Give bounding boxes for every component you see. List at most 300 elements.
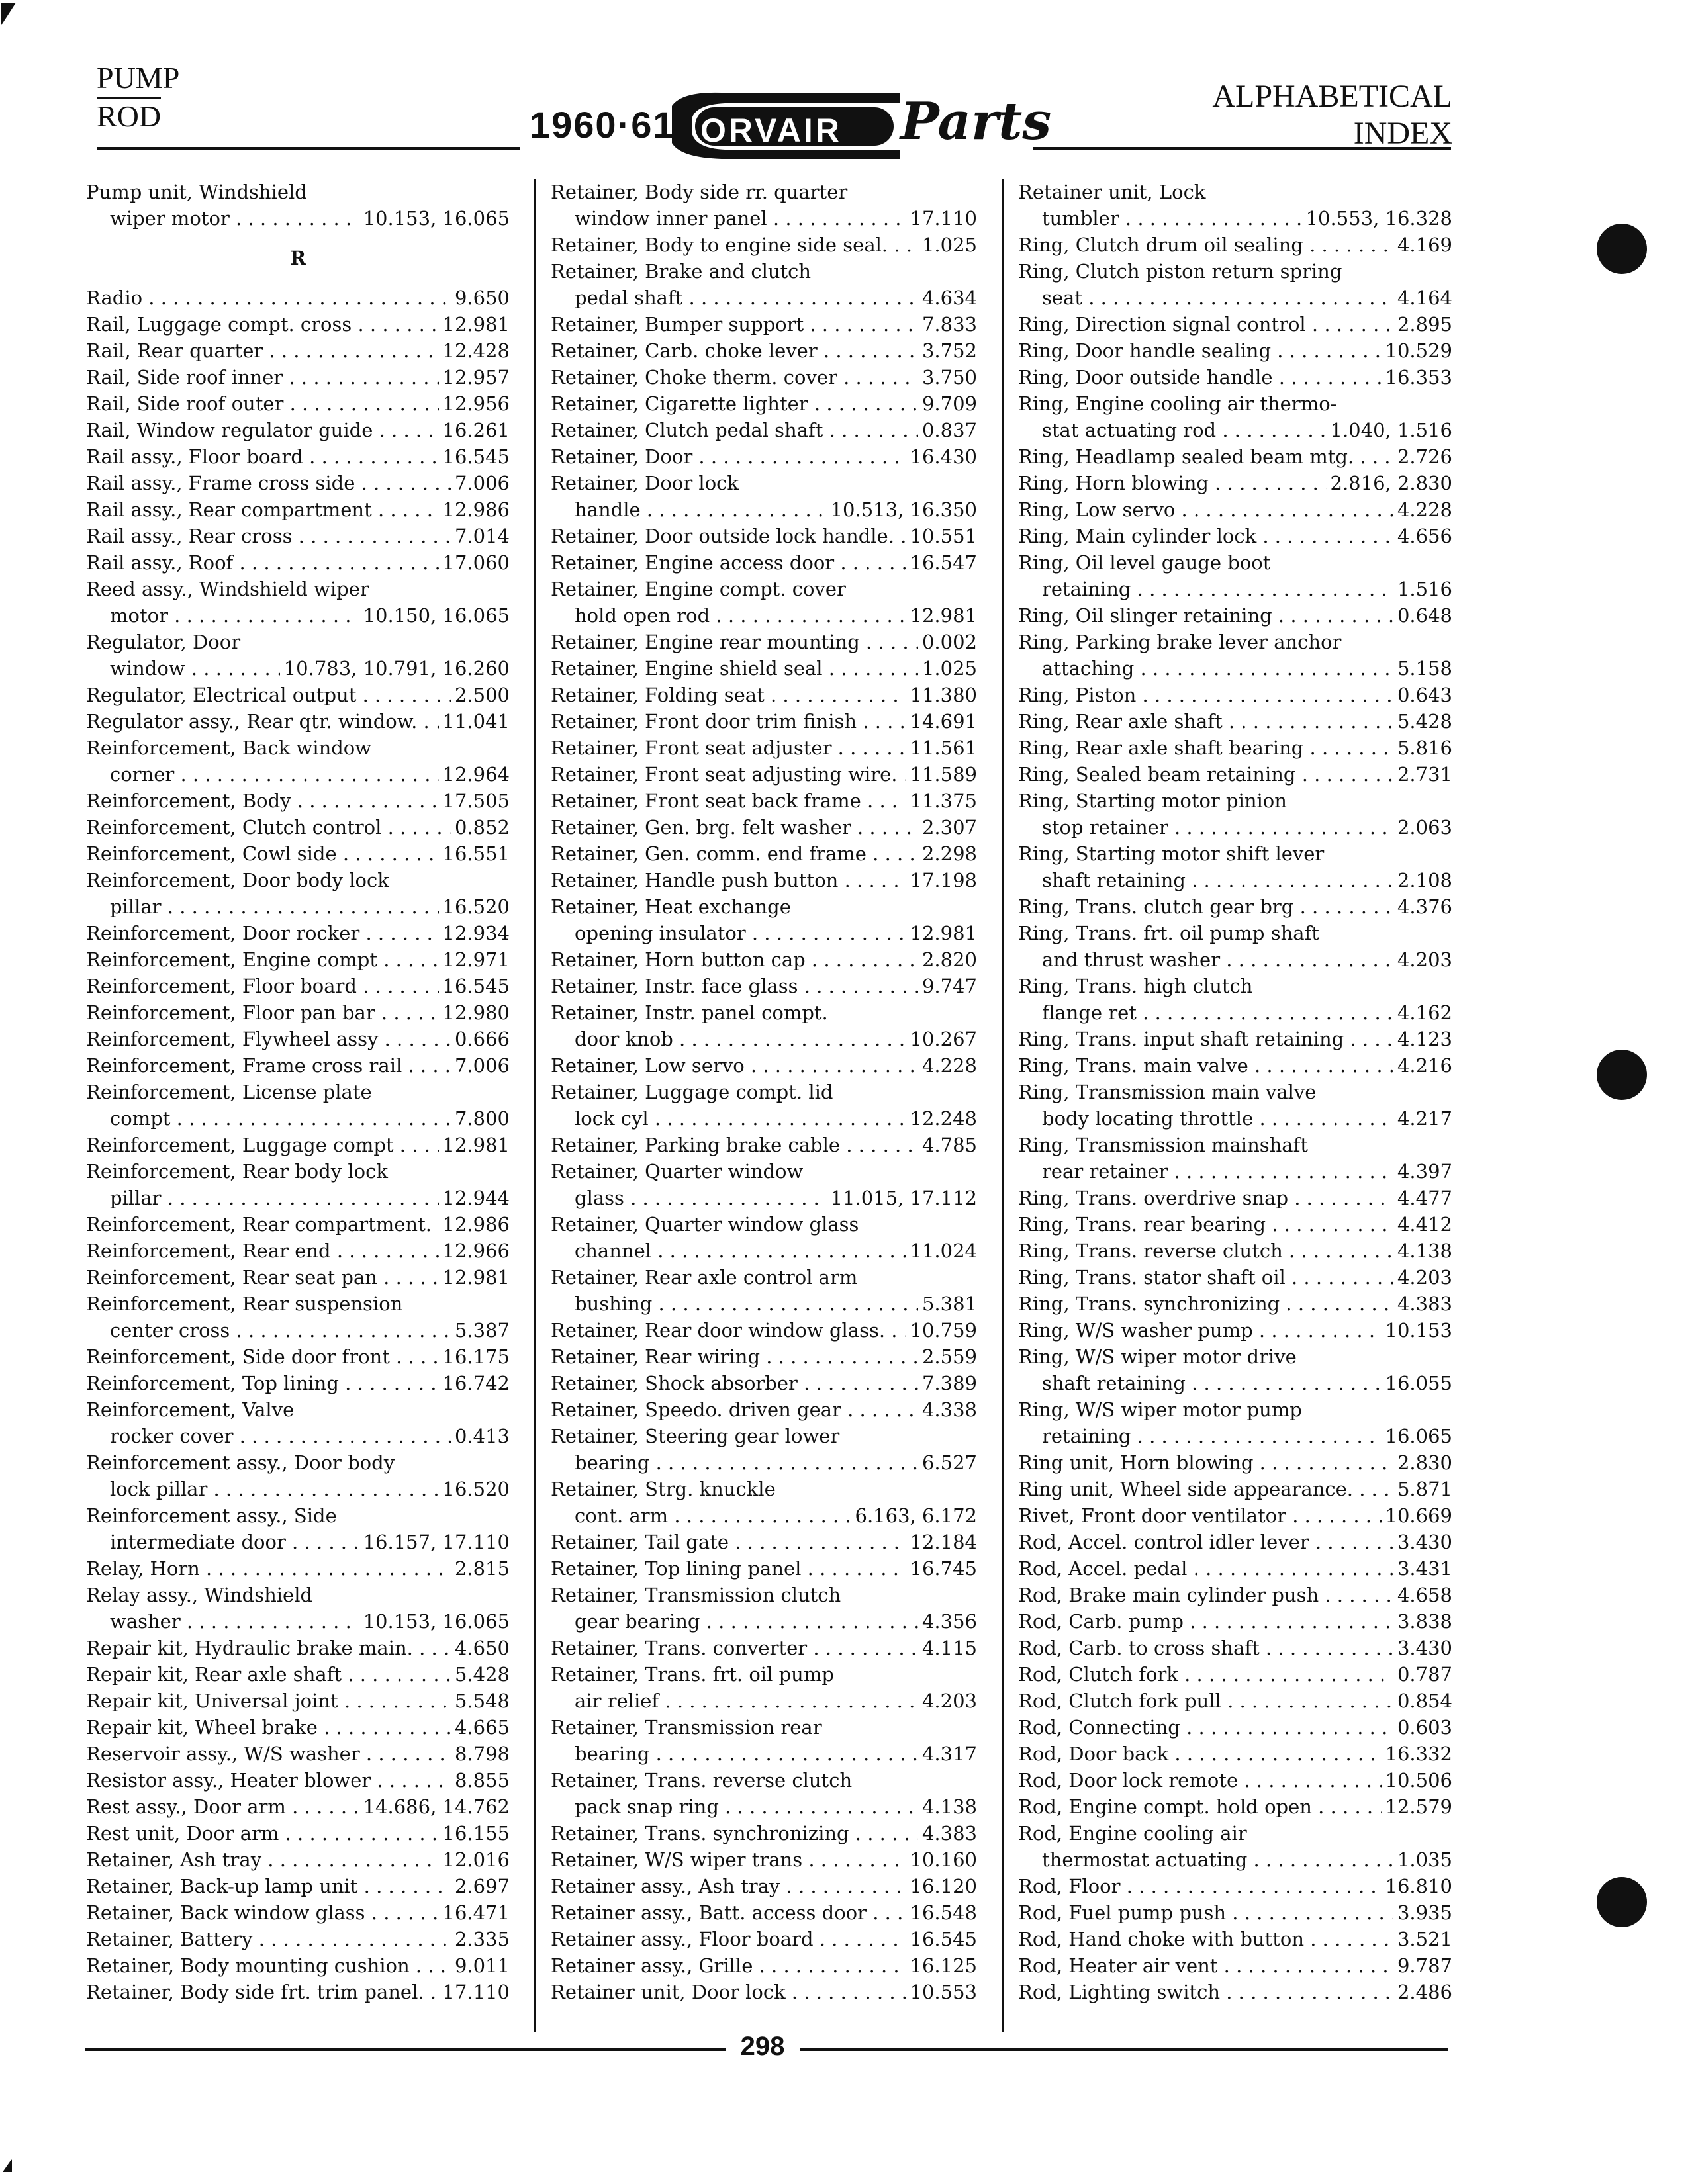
index-entry [1018, 1158, 1452, 1185]
entry-label: Retainer, Front seat adjusting wire. . . . [551, 761, 977, 788]
index-entry [1018, 1767, 1452, 1794]
index-entry [551, 258, 977, 285]
index-entry [86, 788, 510, 814]
entry-label: Rod, Engine compt. hold open . . . [1018, 1794, 1452, 1820]
entry-label: Rod, Carb. pump . . . [1018, 1608, 1452, 1635]
index-entry [86, 1820, 510, 1846]
index-entry [1018, 1185, 1452, 1211]
entry-label: Ring, Oil slinger retaining . . . [1018, 602, 1452, 629]
entry-label: Retainer, Engine shield seal . . . [551, 655, 977, 682]
index-entry [551, 1158, 977, 1185]
entry-label: Retainer, Heat exchange [551, 895, 791, 918]
index-entry [1018, 973, 1452, 999]
index-entry [1018, 1423, 1452, 1449]
entry-page-ref: 12.980 [439, 999, 510, 1026]
entry-label: tumbler . . . [1042, 205, 1452, 232]
index-column-1 [86, 179, 510, 2005]
entry-page-ref: 4.383 [1393, 1291, 1452, 1317]
index-entry [86, 364, 510, 390]
index-entry [1018, 338, 1452, 364]
entry-label: Ring, Trans. main valve . . . [1018, 1052, 1452, 1079]
index-entry [86, 946, 510, 973]
entry-label: pillar . . . [110, 1185, 510, 1211]
index-entry [551, 1635, 977, 1661]
entry-label: Reinforcement, Valve [86, 1398, 295, 1421]
index-entry [86, 470, 510, 496]
index-entry [1018, 1079, 1452, 1105]
index-entry [551, 1238, 977, 1264]
entry-page-ref: 16.547 [906, 549, 977, 576]
entry-page-ref: 11.375 [906, 788, 977, 814]
entry-page-ref: 17.110 [906, 205, 977, 232]
index-entry [86, 1238, 510, 1264]
entry-label: Retainer, Door . . . [551, 443, 977, 470]
index-entry [1018, 496, 1452, 523]
index-entry [1018, 1264, 1452, 1291]
entry-label: Ring, Trans. synchronizing . . . [1018, 1291, 1452, 1317]
entry-page-ref: 6.527 [918, 1449, 977, 1476]
entry-label: Rod, Clutch fork . . . [1018, 1661, 1452, 1688]
entry-label: Retainer, Speedo. driven gear . . . [551, 1396, 977, 1423]
entry-label: stat actuating rod . . . [1042, 417, 1452, 443]
index-entry [551, 1423, 977, 1449]
index-entry [1018, 1688, 1452, 1714]
index-entry [551, 1343, 977, 1370]
entry-label: Rod, Brake main cylinder push . . . [1018, 1582, 1452, 1608]
entry-label: Ring unit, Wheel side appearance. . . . [1018, 1476, 1452, 1502]
binder-hole [1597, 224, 1647, 274]
header-range [97, 61, 229, 134]
entry-page-ref: 4.169 [1393, 232, 1452, 258]
index-entry [1018, 1979, 1452, 2005]
index-entry [1018, 1052, 1452, 1079]
entry-page-ref: 3.430 [1393, 1529, 1452, 1555]
index-entry [86, 1211, 510, 1238]
index-entry [1018, 1926, 1452, 1952]
entry-page-ref: 5.548 [451, 1688, 510, 1714]
entry-label: Reinforcement, Frame cross rail . . . [86, 1052, 510, 1079]
index-entry [86, 973, 510, 999]
entry-label: flange ret . . . [1042, 999, 1452, 1026]
entry-page-ref: 12.956 [439, 390, 510, 417]
entry-label: Retainer, Quarter window glass [551, 1213, 859, 1236]
entry-label: Reed assy., Windshield wiper [86, 578, 369, 600]
index-entry [551, 1846, 977, 1873]
entry-label: Rod, Connecting . . . [1018, 1714, 1452, 1741]
entry-page-ref: 3.838 [1393, 1608, 1452, 1635]
entry-page-ref: 2.726 [1393, 443, 1452, 470]
entry-page-ref: 17.198 [906, 867, 977, 893]
entry-label: Reinforcement, Rear end . . . [86, 1238, 510, 1264]
index-column-3 [1018, 179, 1452, 2005]
entry-page-ref: 2.335 [451, 1926, 510, 1952]
entry-label: Retainer, Folding seat . . . [551, 682, 977, 708]
entry-page-ref: 11.041 [439, 708, 510, 735]
entry-label: Ring, W/S wiper motor drive [1018, 1345, 1297, 1368]
entry-label: Retainer, Body to engine side seal. . . . [551, 232, 977, 258]
entry-page-ref: 0.666 [451, 1026, 510, 1052]
entry-label: Ring, Parking brake lever anchor [1018, 631, 1342, 653]
entry-label: Retainer, W/S wiper trans . . . [551, 1846, 977, 1873]
entry-label: Retainer, Body side frt. trim panel. . . . [86, 1979, 510, 2005]
entry-label: Retainer, Luggage compt. lid [551, 1081, 833, 1103]
index-entry [1018, 708, 1452, 735]
entry-label: Retainer, Steering gear lower [551, 1425, 840, 1447]
entry-label: Rod, Heater air vent . . . [1018, 1952, 1452, 1979]
entry-page-ref: 12.184 [906, 1529, 977, 1555]
entry-page-ref: 4.656 [1393, 523, 1452, 549]
entry-page-ref: 1.035 [1393, 1846, 1452, 1873]
entry-label: Retainer, Engine compt. cover [551, 578, 846, 600]
index-entry [1018, 814, 1452, 841]
index-entry [1018, 682, 1452, 708]
entry-label: Retainer assy., Ash tray . . . [551, 1873, 977, 1899]
entry-label: Retainer, Rear door window glass. . . . [551, 1317, 977, 1343]
entry-label: Rail, Window regulator guide . . . [86, 417, 510, 443]
header-title-line: INDEX [1353, 116, 1452, 151]
entry-label: Ring, Direction signal control . . . [1018, 311, 1452, 338]
entry-label: Retainer, Rear axle control arm [551, 1266, 858, 1289]
entry-label: retaining . . . [1042, 1423, 1452, 1449]
entry-label: Ring, Headlamp sealed beam mtg. . . . [1018, 443, 1452, 470]
index-entry [551, 496, 977, 523]
entry-page-ref: 12.944 [439, 1185, 510, 1211]
entry-page-ref: 16.745 [906, 1555, 977, 1582]
entry-page-ref: 1.025 [918, 232, 977, 258]
entry-page-ref: 10.529 [1382, 338, 1452, 364]
entry-label: Retainer, Trans. frt. oil pump [551, 1663, 834, 1686]
index-entry [86, 390, 510, 417]
index-entry [86, 1291, 510, 1317]
entry-label: Reinforcement, Side door front . . . [86, 1343, 510, 1370]
entry-label: gear bearing . . . [575, 1608, 977, 1635]
entry-page-ref: 4.115 [918, 1635, 977, 1661]
index-entry [1018, 1846, 1452, 1873]
entry-label: Rod, Lighting switch . . . [1018, 1979, 1452, 2005]
index-entry [1018, 258, 1452, 285]
index-entry [1018, 1317, 1452, 1343]
entry-label: shaft retaining . . . [1042, 1370, 1452, 1396]
entry-label: Retainer, Battery . . . [86, 1926, 510, 1952]
entry-page-ref: 7.389 [918, 1370, 977, 1396]
index-entry [1018, 1026, 1452, 1052]
index-entry [86, 417, 510, 443]
entry-label: Rail assy., Rear compartment . . . [86, 496, 510, 523]
index-entry [551, 205, 977, 232]
index-entry [551, 1767, 977, 1794]
entry-page-ref: 16.332 [1382, 1741, 1452, 1767]
column-divider [1002, 179, 1004, 2032]
entry-label: Repair kit, Wheel brake . . . [86, 1714, 510, 1741]
entry-label: hold open rod . . . [575, 602, 977, 629]
entry-page-ref: 16.065 [1382, 1423, 1452, 1449]
entry-page-ref: 9.011 [451, 1952, 510, 1979]
entry-label: Retainer, Gen. comm. end frame . . . [551, 841, 977, 867]
entry-label: Rod, Floor . . . [1018, 1873, 1452, 1899]
index-entry [1018, 1608, 1452, 1635]
index-entry [551, 1264, 977, 1291]
section-letter: R [289, 247, 306, 269]
entry-page-ref: 2.816, 2.830 [1327, 470, 1452, 496]
index-entry [1018, 523, 1452, 549]
index-entry [551, 735, 977, 761]
index-entry [551, 761, 977, 788]
entry-label: Rail assy., Roof . . . [86, 549, 510, 576]
index-entry [551, 1873, 977, 1899]
entry-label: Reinforcement, Floor board . . . [86, 973, 510, 999]
entry-page-ref: 7.800 [451, 1105, 510, 1132]
entry-label: stop retainer . . . [1042, 814, 1452, 841]
index-entry [86, 1873, 510, 1899]
entry-page-ref: 3.521 [1393, 1926, 1452, 1952]
index-entry [1018, 470, 1452, 496]
entry-label: Retainer, Strg. knuckle [551, 1478, 776, 1500]
index-entry [551, 1794, 977, 1820]
index-entry [86, 1449, 510, 1476]
entry-label: Reinforcement, Door rocker . . . [86, 920, 510, 946]
entry-page-ref: 5.428 [451, 1661, 510, 1688]
index-entry [86, 1688, 510, 1714]
entry-label: motor . . . [110, 602, 510, 629]
entry-page-ref: 2.820 [918, 946, 977, 973]
entry-label: Resistor assy., Heater blower . . . [86, 1767, 510, 1794]
entry-label: Rail assy., Frame cross side . . . [86, 470, 510, 496]
entry-label: Ring, Clutch drum oil sealing . . . [1018, 232, 1452, 258]
index-entry [1018, 788, 1452, 814]
index-entry [1018, 1343, 1452, 1370]
entry-label: Ring, Trans. rear bearing . . . [1018, 1211, 1452, 1238]
entry-page-ref: 4.383 [918, 1820, 977, 1846]
entry-label: Regulator assy., Rear qtr. window. . . . [86, 708, 510, 735]
index-entry [1018, 576, 1452, 602]
index-entry [1018, 1899, 1452, 1926]
entry-page-ref: 16.548 [906, 1899, 977, 1926]
index-entry [1018, 1211, 1452, 1238]
entry-label: window . . . [110, 655, 510, 682]
entry-page-ref: 16.120 [906, 1873, 977, 1899]
entry-page-ref: 16.261 [439, 417, 510, 443]
entry-page-ref: 12.986 [439, 1211, 510, 1238]
entry-page-ref: 4.228 [1393, 496, 1452, 523]
entry-label: lock cyl . . . [575, 1105, 977, 1132]
index-entry [86, 1185, 510, 1211]
entry-label: attaching . . . [1042, 655, 1452, 682]
entry-page-ref: 12.981 [439, 1132, 510, 1158]
entry-label: Retainer, Quarter window [551, 1160, 804, 1183]
entry-page-ref: 16.545 [439, 973, 510, 999]
index-entry [1018, 1529, 1452, 1555]
corner-crop-mark [1, 3, 16, 25]
index-entry [86, 1105, 510, 1132]
entry-page-ref: 14.686, 14.762 [359, 1794, 510, 1820]
entry-label: Rod, Accel. pedal . . . [1018, 1555, 1452, 1582]
index-entry [1018, 1449, 1452, 1476]
entry-page-ref: 4.164 [1393, 285, 1452, 311]
entry-page-ref: 10.153, 16.065 [359, 1608, 510, 1635]
entry-label: Rod, Door lock remote . . . [1018, 1767, 1452, 1794]
index-entry [86, 1794, 510, 1820]
index-entry [551, 708, 977, 735]
index-entry [1018, 390, 1452, 417]
entry-label: Pump unit, Windshield [86, 181, 307, 203]
entry-label: Regulator, Electrical output . . . [86, 682, 510, 708]
index-entry [551, 973, 977, 999]
entry-label: shaft retaining . . . [1042, 867, 1452, 893]
entry-label: and thrust washer . . . [1042, 946, 1452, 973]
entry-label: Relay, Horn . . . [86, 1555, 510, 1582]
entry-page-ref: 12.981 [906, 920, 977, 946]
entry-page-ref: 3.431 [1393, 1555, 1452, 1582]
index-entry [1018, 311, 1452, 338]
entry-label: Retainer, Instr. panel compt. [551, 1001, 828, 1024]
entry-page-ref: 4.123 [1393, 1026, 1452, 1052]
index-entry [551, 682, 977, 708]
entry-page-ref: 4.162 [1393, 999, 1452, 1026]
entry-label: cont. arm . . . [575, 1502, 977, 1529]
index-entry [551, 893, 977, 920]
entry-label: Retainer, Engine access door . . . [551, 549, 977, 576]
index-entry [1018, 1820, 1452, 1846]
entry-page-ref: 0.787 [1393, 1661, 1452, 1688]
page-number: 298 [740, 2032, 785, 2061]
index-entry [86, 179, 510, 205]
index-entry [551, 232, 977, 258]
entry-label: Rod, Fuel pump push . . . [1018, 1899, 1452, 1926]
entry-page-ref: 4.217 [1393, 1105, 1452, 1132]
entry-page-ref: 12.964 [439, 761, 510, 788]
entry-page-ref: 11.380 [906, 682, 977, 708]
index-entry [551, 1079, 977, 1105]
entry-label: glass . . . [575, 1185, 977, 1211]
entry-label: Reinforcement, Engine compt . . . [86, 946, 510, 973]
entry-label: retaining . . . [1042, 576, 1452, 602]
binder-hole [1597, 1877, 1647, 1927]
entry-label: Retainer, Body side rr. quarter [551, 181, 848, 203]
index-entry [551, 576, 977, 602]
entry-page-ref: 4.665 [451, 1714, 510, 1741]
entry-label: Retainer, Transmission rear [551, 1716, 822, 1739]
entry-page-ref: 12.248 [906, 1105, 977, 1132]
entry-page-ref: 4.634 [918, 285, 977, 311]
index-entry [551, 1317, 977, 1343]
index-entry [86, 920, 510, 946]
entry-label: Ring, Transmission mainshaft [1018, 1134, 1308, 1156]
entry-label: Retainer assy., Batt. access door . . . [551, 1899, 977, 1926]
index-entry [86, 1317, 510, 1343]
entry-label: center cross . . . [110, 1317, 510, 1343]
entry-label: Relay assy., Windshield [86, 1584, 313, 1606]
index-entry [1018, 232, 1452, 258]
entry-label: bearing . . . [575, 1449, 977, 1476]
index-entry [551, 1105, 977, 1132]
index-entry [1018, 761, 1452, 788]
index-entry [86, 1529, 510, 1555]
index-entry [86, 655, 510, 682]
entry-page-ref: 17.110 [439, 1979, 510, 2005]
index-entry [551, 1396, 977, 1423]
index-entry [1018, 999, 1452, 1026]
entry-page-ref: 4.203 [1393, 946, 1452, 973]
index-entry [86, 1899, 510, 1926]
index-entry [551, 1370, 977, 1396]
entry-label: Ring, Horn blowing . . . [1018, 470, 1452, 496]
entry-label: Repair kit, Rear axle shaft . . . [86, 1661, 510, 1688]
entry-page-ref: 10.783, 10.791, 16.260 [280, 655, 510, 682]
index-entry [1018, 364, 1452, 390]
index-entry [1018, 867, 1452, 893]
index-entry [1018, 920, 1452, 946]
entry-page-ref: 12.981 [906, 602, 977, 629]
entry-label: Ring, Trans. overdrive snap . . . [1018, 1185, 1452, 1211]
entry-label: Retainer, Carb. choke lever . . . [551, 338, 977, 364]
entry-page-ref: 5.158 [1393, 655, 1452, 682]
index-entry [551, 1132, 977, 1158]
index-entry [551, 1979, 977, 2005]
entry-page-ref: 9.709 [918, 390, 977, 417]
entry-label: Retainer, Trans. synchronizing . . . [551, 1820, 977, 1846]
index-entry [86, 1767, 510, 1794]
entry-page-ref: 3.430 [1393, 1635, 1452, 1661]
entry-page-ref: 4.376 [1393, 893, 1452, 920]
entry-label: Rod, Door back . . . [1018, 1741, 1452, 1767]
entry-page-ref: 0.854 [1393, 1688, 1452, 1714]
entry-page-ref: 4.658 [1393, 1582, 1452, 1608]
entry-page-ref: 10.267 [906, 1026, 977, 1052]
entry-page-ref: 2.895 [1393, 311, 1452, 338]
entry-label: Ring, Trans. clutch gear brg . . . [1018, 893, 1452, 920]
entry-label: Ring unit, Horn blowing . . . [1018, 1449, 1452, 1476]
entry-page-ref: 11.589 [906, 761, 977, 788]
index-entry [86, 1052, 510, 1079]
index-entry [86, 205, 510, 232]
index-entry [86, 841, 510, 867]
entry-page-ref: 10.553 [906, 1979, 977, 2005]
index-entry [551, 390, 977, 417]
index-entry [1018, 1370, 1452, 1396]
index-entry [86, 1026, 510, 1052]
entry-page-ref: 16.545 [906, 1926, 977, 1952]
index-entry [1018, 1502, 1452, 1529]
entry-page-ref: 2.500 [451, 682, 510, 708]
entry-label: Retainer, Parking brake cable . . . [551, 1132, 977, 1158]
entry-page-ref: 12.966 [439, 1238, 510, 1264]
entry-label: Reinforcement, Body . . . [86, 788, 510, 814]
index-entry [1018, 1476, 1452, 1502]
header-section-title [1212, 78, 1452, 152]
index-entry [551, 443, 977, 470]
logo-script: Parts [900, 91, 1052, 152]
entry-page-ref: 7.833 [918, 311, 977, 338]
index-entry [86, 1079, 510, 1105]
logo-year: 1960·61 [530, 104, 675, 146]
index-entry [86, 496, 510, 523]
footer-rule-left [85, 2048, 726, 2051]
binder-hole [1597, 1050, 1647, 1100]
entry-label: Rail, Rear quarter . . . [86, 338, 510, 364]
entry-label: Reinforcement, Cowl side . . . [86, 841, 510, 867]
index-entry [86, 1476, 510, 1502]
index-entry [1018, 443, 1452, 470]
entry-label: seat . . . [1042, 285, 1452, 311]
entry-label: Rest assy., Door arm . . . [86, 1794, 510, 1820]
entry-label: Retainer, Top lining panel . . . [551, 1555, 977, 1582]
entry-label: bushing . . . [575, 1291, 977, 1317]
entry-label: Retainer unit, Lock [1018, 181, 1206, 203]
entry-page-ref: 16.545 [439, 443, 510, 470]
entry-label: Retainer, Rear wiring . . . [551, 1343, 977, 1370]
entry-page-ref: 16.155 [439, 1820, 510, 1846]
entry-page-ref: 2.307 [918, 814, 977, 841]
